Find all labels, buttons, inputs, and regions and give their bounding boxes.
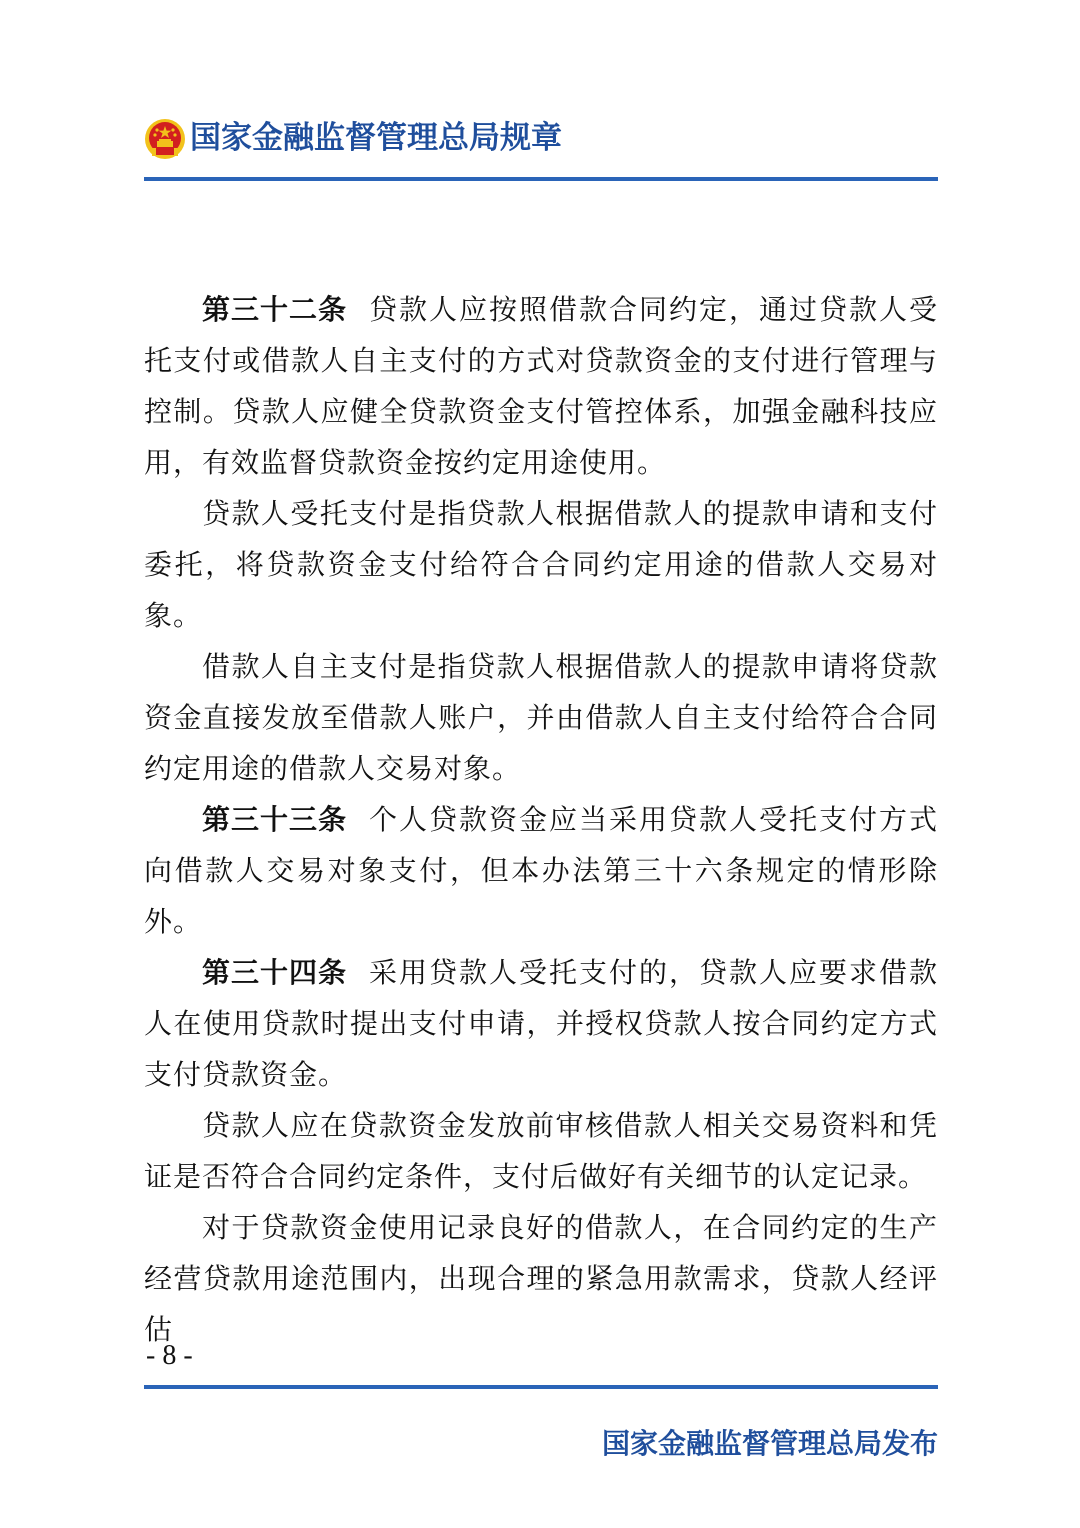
- paragraph-text: 借款人自主支付是指贷款人根据借款人的提款申请将贷款资金直接发放至借款人账户，并由借款人自主支付给符合合同约定用途的借款人交易对象。: [144, 650, 938, 785]
- paragraph: [144, 1202, 938, 1355]
- paragraph-text: 贷款人应按照借款合同约定，通过贷款人受托支付或借款人自主支付的方式对贷款资金的支付进行管理与控制。贷款人应健全贷款资金支付管控体系，加强金融科技应用，有效监督贷款资金按约定用途使用。: [144, 293, 938, 479]
- paragraph-text: 个人贷款资金应当采用贷款人受托支付方式向借款人交易对象支付，但本办法第三十六条规定的情形除外。: [144, 803, 938, 938]
- article-number: 第三十二条: [202, 293, 347, 326]
- document-body: [144, 284, 938, 1355]
- header-divider: [144, 177, 938, 181]
- paragraph: [144, 488, 938, 641]
- page-number: - 8 -: [146, 1340, 193, 1371]
- paragraph-text: 采用贷款人受托支付的，贷款人应要求借款人在使用贷款时提出支付申请，并授权贷款人按合同约定方式支付贷款资金。: [144, 956, 938, 1091]
- paragraph: [144, 284, 938, 488]
- page-header: [144, 112, 938, 162]
- paragraph-text: 贷款人应在贷款资金发放前审核借款人相关交易资料和凭证是否符合合同约定条件，支付后做好有关细节的认定记录。: [144, 1109, 938, 1193]
- paragraph: [144, 947, 938, 1100]
- header-title: 国家金融监督管理总局规章: [190, 120, 562, 156]
- paragraph: [144, 794, 938, 947]
- paragraph: [144, 1100, 938, 1202]
- footer-publisher: 国家金融监督管理总局发布: [601, 1427, 938, 1460]
- article-number: 第三十四条: [202, 956, 347, 989]
- paragraph-text: 对于贷款资金使用记录良好的借款人，在合同约定的生产经营贷款用途范围内，出现合理的紧急用款需求，贷款人经评估: [144, 1211, 938, 1346]
- paragraph-text: 贷款人受托支付是指贷款人根据借款人的提款申请和支付委托，将贷款资金支付给符合合同约定用途的借款人交易对象。: [144, 497, 938, 632]
- article-number: 第三十三条: [202, 803, 347, 836]
- national-emblem-icon: [144, 118, 186, 160]
- footer-divider: [144, 1385, 938, 1389]
- paragraph: [144, 641, 938, 794]
